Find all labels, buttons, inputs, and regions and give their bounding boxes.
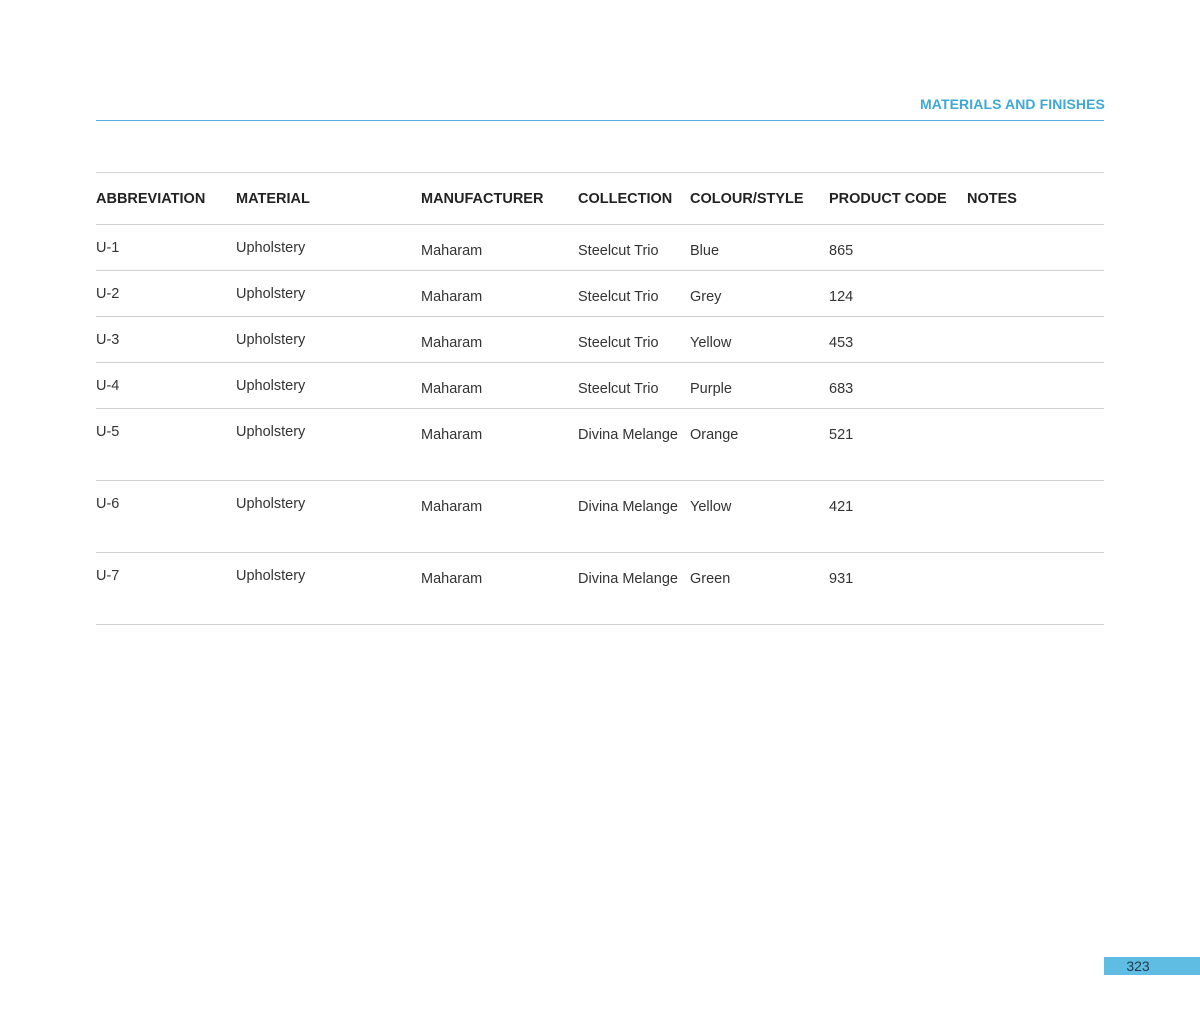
cell-product-code: 865 [829,225,967,271]
cell-material: Upholstery [236,317,421,363]
table-row [96,271,1104,317]
table-row [96,409,1104,481]
cell-collection: Steelcut Trio [578,271,690,317]
header-material: MATERIAL [236,173,421,225]
section-title: MATERIALS AND FINISHES [920,96,1105,112]
cell-collection: Steelcut Trio [578,363,690,409]
cell-abbreviation: U-6 [96,481,236,553]
cell-notes [967,553,1104,625]
cell-abbreviation: U-2 [96,271,236,317]
cell-colour: Blue [690,225,829,271]
header-manufacturer: MANUFACTURER [421,173,578,225]
page-number: 323 [1104,957,1200,975]
cell-material: Upholstery [236,409,421,481]
cell-colour: Yellow [690,481,829,553]
cell-product-code: 931 [829,553,967,625]
cell-manufacturer: Maharam [421,409,578,481]
materials-table [96,172,1104,625]
cell-collection: Steelcut Trio [578,317,690,363]
cell-product-code: 124 [829,271,967,317]
table-row [96,225,1104,271]
cell-manufacturer: Maharam [421,481,578,553]
cell-manufacturer: Maharam [421,225,578,271]
title-divider [96,120,1104,121]
cell-notes [967,481,1104,553]
cell-notes [967,225,1104,271]
table-header-row [96,173,1104,225]
cell-collection: Divina Melange [578,409,690,481]
cell-product-code: 453 [829,317,967,363]
cell-notes [967,271,1104,317]
table-row [96,481,1104,553]
header-colour-style: COLOUR/STYLE [690,173,829,225]
cell-colour: Purple [690,363,829,409]
cell-colour: Yellow [690,317,829,363]
table-row [96,317,1104,363]
cell-notes [967,317,1104,363]
cell-product-code: 683 [829,363,967,409]
cell-notes [967,409,1104,481]
cell-manufacturer: Maharam [421,271,578,317]
cell-material: Upholstery [236,225,421,271]
cell-colour: Orange [690,409,829,481]
cell-abbreviation: U-7 [96,553,236,625]
cell-collection: Divina Melange [578,553,690,625]
cell-manufacturer: Maharam [421,363,578,409]
cell-abbreviation: U-4 [96,363,236,409]
cell-abbreviation: U-5 [96,409,236,481]
header-abbreviation: ABBREVIATION [96,173,236,225]
cell-manufacturer: Maharam [421,553,578,625]
cell-material: Upholstery [236,363,421,409]
header-collection: COLLECTION [578,173,690,225]
header-notes: NOTES [967,173,1104,225]
cell-manufacturer: Maharam [421,317,578,363]
cell-material: Upholstery [236,271,421,317]
cell-collection: Steelcut Trio [578,225,690,271]
cell-colour: Green [690,553,829,625]
table-row [96,553,1104,625]
cell-abbreviation: U-1 [96,225,236,271]
cell-product-code: 421 [829,481,967,553]
cell-notes [967,363,1104,409]
cell-abbreviation: U-3 [96,317,236,363]
cell-material: Upholstery [236,481,421,553]
cell-colour: Grey [690,271,829,317]
cell-product-code: 521 [829,409,967,481]
header-product-code: PRODUCT CODE [829,173,967,225]
cell-material: Upholstery [236,553,421,625]
cell-collection: Divina Melange [578,481,690,553]
table-row [96,363,1104,409]
